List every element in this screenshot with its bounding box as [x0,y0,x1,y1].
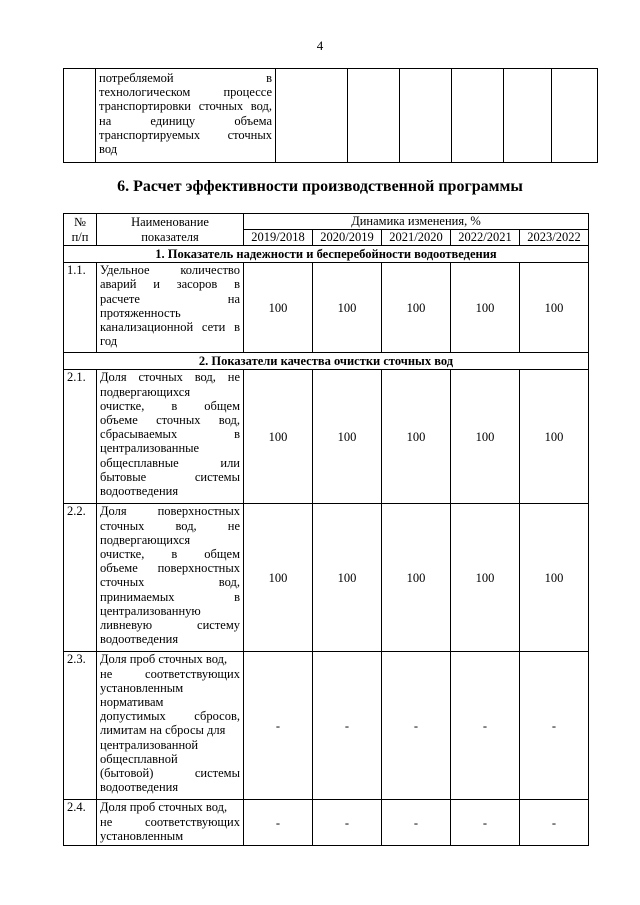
efficiency-table [63,213,589,846]
text-line: на единицу объема [99,113,272,128]
value-cell: 100 [520,370,589,504]
text-line: водоотведения [100,632,179,647]
value-cell: 100 [244,370,313,504]
prev-num-cell [64,69,96,163]
text-line: водоотведения [100,780,179,795]
text-line: лимитам на сбросы для [100,723,226,738]
value-cell: 100 [451,370,520,504]
text-line: сточных вод, не [100,518,240,533]
value-cell: 100 [382,263,451,353]
row-name [97,652,244,800]
row-num: 2.4. [64,800,97,846]
prev-value-cell [348,69,400,163]
text-line: централизованные [100,441,200,456]
value-cell: 100 [382,370,451,504]
value-cell: 100 [520,263,589,353]
value-cell: 100 [451,263,520,353]
value-cell: - [451,800,520,846]
prev-name-cell [96,69,276,163]
prev-value-cell [276,69,348,163]
row-name [97,263,244,353]
text-line: централизованной [100,737,199,752]
text-line: водоотведения [100,484,179,499]
text-line: централизованную [100,603,201,618]
header-name: Наименование показателя [97,214,244,246]
prev-value-cell [504,69,552,163]
text-line: вод [99,142,118,157]
text-line: потребляемой в [99,71,272,85]
value-cell: - [382,800,451,846]
text-line: объеме сточных вод, [100,413,240,428]
text-line: технологическом процессе [99,85,272,100]
text-line: Доля проб сточных вод, [100,800,228,815]
value-cell: - [520,800,589,846]
header-year: 2020/2019 [313,230,382,246]
section-heading: 1. Показатель надежности и бесперебойности водоотведения [64,246,589,263]
value-cell: - [244,652,313,800]
value-cell: - [313,800,382,846]
previous-table-fragment [63,68,598,163]
section-heading: 2. Показатели качества очистки сточных вод [64,353,589,370]
row-num: 1.1. [64,263,97,353]
text-line: Доля проб сточных вод, [100,652,228,667]
text-line: общесплавной [100,751,178,766]
row-num: 2.3. [64,652,97,800]
value-cell: - [244,800,313,846]
text-line: очистке, в общем [100,398,240,413]
text-line: подвергающихся [100,384,191,399]
text-line: бытовые системы [100,469,240,484]
header-year: 2021/2020 [382,230,451,246]
text-line: сбрасываемых в [100,427,240,442]
text-line: Доля сточных вод, не [100,370,240,385]
page-number: 4 [316,38,324,53]
header-year: 2022/2021 [451,230,520,246]
text-line: принимаемых в [100,589,240,604]
text-line: общесплавные или [100,455,240,470]
section-title: 6. Расчет эффективности производственной программы [117,178,523,195]
text-line: (бытовой) системы [100,766,240,781]
value-cell: 100 [313,263,382,353]
header-year: 2019/2018 [244,230,313,246]
header-year: 2023/2022 [520,230,589,246]
text-line: транспортируемых сточных [99,127,272,142]
text-line: транспортировки сточных вод, [99,99,272,114]
prev-value-cell [400,69,452,163]
text-line: сточных вод, [100,575,240,590]
row-num: 2.2. [64,504,97,652]
value-cell: 100 [382,504,451,652]
value-cell: - [520,652,589,800]
row-name [97,504,244,652]
value-cell: - [313,652,382,800]
text-line: установленным [100,680,184,695]
value-cell: 100 [313,370,382,504]
text-line: не соответствующих [100,814,240,829]
value-cell: 100 [244,504,313,652]
text-line: год [100,334,118,349]
header-dynamics: Динамика изменения, % [244,214,589,230]
text-line: установленным [100,828,184,843]
text-line: канализационной сети в [100,320,240,335]
text-line: подвергающихся [100,532,191,547]
text-line: Доля поверхностных [100,504,240,519]
value-cell: 100 [451,504,520,652]
value-cell: - [382,652,451,800]
prev-value-cell [452,69,504,163]
value-cell: - [451,652,520,800]
row-num: 2.1. [64,370,97,504]
text-line: расчете на [100,291,240,306]
text-line: объеме поверхностных [100,561,240,576]
text-line: Удельное количество [100,263,240,278]
row-name [97,370,244,504]
prev-value-cell [552,69,598,163]
value-cell: 100 [244,263,313,353]
text-line: очистке, в общем [100,547,240,562]
text-line: аварий и засоров в [100,277,240,292]
header-num: № п/п [64,214,97,246]
value-cell: 100 [313,504,382,652]
row-name [97,800,244,846]
text-line: допустимых сбросов, [100,709,240,724]
text-line: не соответствующих [100,666,240,681]
value-cell: 100 [520,504,589,652]
text-line: ливневую систему [100,618,240,633]
text-line: протяженность [100,305,181,320]
text-line: нормативам [100,695,164,710]
